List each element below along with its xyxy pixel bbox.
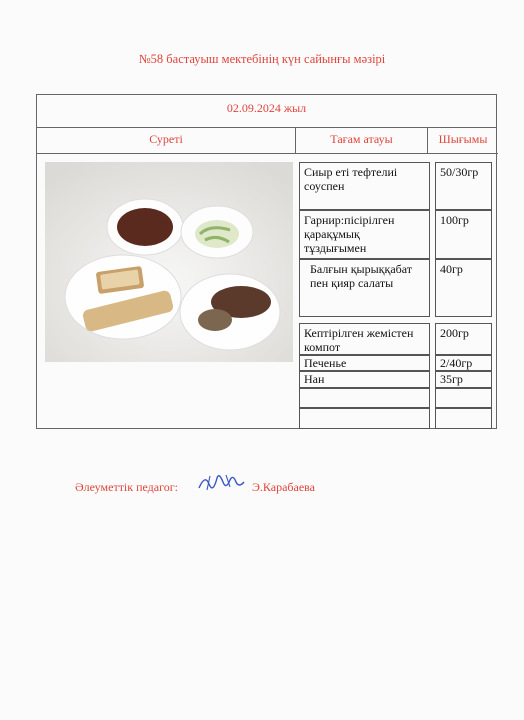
column-header-photo: Суреті <box>37 128 296 154</box>
portion-cell: 200гр <box>435 323 492 355</box>
menu-table <box>36 94 497 429</box>
portion-cell <box>435 408 492 429</box>
dish-name-cell: Нан <box>299 371 430 388</box>
dish-name-cell: Сиыр еті тефтелиі соуспен <box>299 162 430 210</box>
signer-name: Э.Карабаева <box>252 480 316 494</box>
portion-cell: 40гр <box>435 259 492 317</box>
dish-name-cell: Гарнир:пісірілген қарақұмық тұздығымен <box>299 210 430 259</box>
portion-cell: 35гр <box>435 371 492 388</box>
column-header-portion: Шығымы <box>428 128 498 154</box>
portion-cell <box>435 388 492 408</box>
menu-date: 02.09.2024 жыл <box>37 95 496 128</box>
handwritten-signature <box>196 470 252 501</box>
dish-name-cell: Балғын қырыққабат пен қияр салаты <box>299 259 430 317</box>
portion-cell: 2/40гр <box>435 355 492 371</box>
dish-name-cell: Печенье <box>299 355 430 371</box>
dish-name-cell <box>299 408 430 429</box>
signer-role: Әлеуметтік педагог: <box>75 480 178 494</box>
meal-photo <box>45 162 293 362</box>
column-header-dish-name: Тағам атауы <box>296 128 428 154</box>
dish-name-cell: Кептірілген жемістен компот <box>299 323 430 355</box>
portion-cell: 100гр <box>435 210 492 259</box>
page-title: №58 бастауыш мектебінің күн сайынғы мәзірі <box>138 52 386 66</box>
portion-cell: 50/30гр <box>435 162 492 210</box>
dish-name-cell <box>299 388 430 408</box>
